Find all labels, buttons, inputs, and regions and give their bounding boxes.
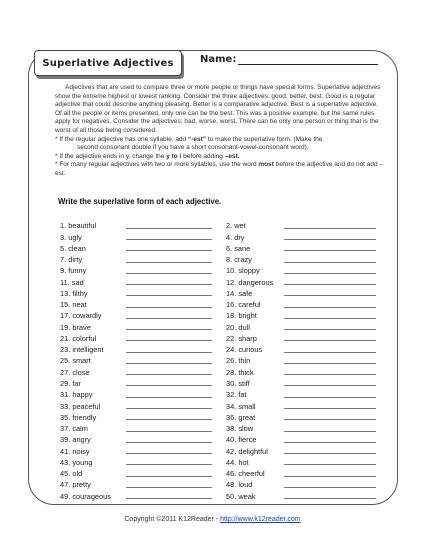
answer-blank[interactable] — [126, 385, 212, 386]
adjective-word: 11. sad — [60, 277, 84, 287]
answer-blank[interactable] — [126, 329, 212, 330]
adjective-word: 15. neat — [60, 300, 87, 310]
list-item — [60, 388, 212, 399]
answer-blank[interactable] — [126, 307, 212, 308]
adjective-word: 18. bright — [226, 311, 257, 321]
answer-blank[interactable] — [126, 476, 212, 477]
answer-blank[interactable] — [126, 363, 212, 364]
list-item — [60, 298, 212, 309]
adjective-word: 40. fierce — [226, 435, 257, 445]
rule-one: * If the regular adjective has one syllable, add “-est” to make the superlative form. (Make the — [55, 135, 323, 143]
answer-blank[interactable] — [284, 397, 376, 398]
list-item — [226, 230, 376, 241]
adjective-word: 23. intelligent — [60, 345, 104, 355]
left-word-list — [60, 219, 212, 501]
answer-blank[interactable] — [284, 284, 376, 285]
list-item — [226, 332, 376, 343]
name-line[interactable] — [238, 54, 378, 65]
answer-blank[interactable] — [284, 363, 376, 364]
answer-blank[interactable] — [126, 464, 212, 465]
adjective-word: 13. filthy — [60, 288, 88, 298]
adjective-word: 45. old — [60, 469, 83, 479]
list-item — [60, 399, 212, 410]
list-item — [226, 433, 376, 444]
answer-blank[interactable] — [126, 397, 212, 398]
adjective-word: 41. noisy — [60, 446, 90, 456]
list-item — [226, 287, 376, 298]
answer-blank[interactable] — [126, 408, 212, 409]
adjective-word: 29. far — [60, 378, 81, 388]
answer-blank[interactable] — [126, 239, 212, 240]
answer-blank[interactable] — [126, 487, 212, 488]
adjective-word: 21. colorful — [60, 333, 97, 343]
answer-blank[interactable] — [284, 464, 376, 465]
list-item — [60, 467, 212, 478]
list-item — [60, 332, 212, 343]
list-item — [60, 456, 212, 467]
answer-blank[interactable] — [284, 498, 376, 499]
list-item — [60, 219, 212, 230]
adjective-word: 35. friendly — [60, 412, 97, 422]
answer-blank[interactable] — [284, 318, 376, 319]
adjective-word: 32. fat — [226, 390, 247, 400]
adjective-word: 14. safe — [226, 288, 253, 298]
adjective-word: 33. peaceful — [60, 401, 101, 411]
answer-blank[interactable] — [126, 352, 212, 353]
directions: Write the superlative form of each adjective. — [58, 197, 222, 206]
answer-blank[interactable] — [126, 340, 212, 341]
answer-blank[interactable] — [284, 250, 376, 251]
adjective-word: 42. delightful — [226, 446, 268, 456]
adjective-word: 25. smart — [60, 356, 91, 366]
answer-blank[interactable] — [284, 262, 376, 263]
list-item — [226, 411, 376, 422]
answer-blank[interactable] — [126, 498, 212, 499]
answer-blank[interactable] — [284, 239, 376, 240]
list-item — [60, 309, 212, 320]
intro-paragraph: Adjectives that are used to compare three or more people or things have special forms. Superlative adjectives show the extreme highest or lowest ranking. Consider the three adjectives: good, better, best. Good is a regular adjective that could describe anything pleasing. Better is a comparative adjective. Best is a superlative adjective. Of all the people or items presented, only one can be the best. This was a positive example, but the same rules apply for negatives. Consider the adjectives: bad, worse, worst. There can be only one person or thing that is the worst of all those being considered. — [55, 84, 381, 134]
adjective-word: 8. crazy — [226, 255, 252, 265]
rule-two: * If the adjective ends in y, change the y to i before adding –est. — [55, 152, 240, 160]
answer-blank[interactable] — [284, 487, 376, 488]
list-item — [226, 354, 376, 365]
adjective-word: 47. pretty — [60, 480, 91, 490]
answer-blank[interactable] — [284, 295, 376, 296]
answer-blank[interactable] — [126, 273, 212, 274]
list-item — [60, 275, 212, 286]
list-item — [226, 399, 376, 410]
adjective-word: 19. brave — [60, 322, 91, 332]
answer-blank[interactable] — [126, 295, 212, 296]
list-item — [60, 343, 212, 354]
list-item — [60, 320, 212, 331]
answer-blank[interactable] — [126, 419, 212, 420]
rule-three: * For many regular adjectives with two or more syllables, use the word most before the adjective and do not add –est. — [55, 161, 384, 177]
answer-blank[interactable] — [126, 250, 212, 251]
answer-blank[interactable] — [126, 442, 212, 443]
list-item — [226, 467, 376, 478]
list-item — [226, 422, 376, 433]
adjective-word: 12. dangerous — [226, 277, 274, 287]
adjective-word: 16. careful — [226, 300, 261, 310]
adjective-word: 37. calm — [60, 424, 88, 434]
adjective-word: 7. dirty — [60, 255, 83, 265]
answer-blank[interactable] — [126, 318, 212, 319]
adjective-word: 38. slow — [226, 424, 254, 434]
adjective-word: 43. young — [60, 457, 93, 467]
list-item — [60, 411, 212, 422]
list-item — [226, 298, 376, 309]
name-field[interactable] — [200, 54, 378, 65]
adjective-word: 44. hot — [226, 457, 249, 467]
answer-blank[interactable] — [284, 340, 376, 341]
copyright-footer — [0, 516, 425, 523]
answer-blank[interactable] — [284, 453, 376, 454]
adjective-word: 5. clean — [60, 243, 86, 253]
list-item — [226, 377, 376, 388]
list-item — [60, 253, 212, 264]
list-item — [226, 219, 376, 230]
list-item — [60, 287, 212, 298]
answer-blank[interactable] — [284, 408, 376, 409]
list-item — [60, 444, 212, 455]
answer-blank[interactable] — [284, 352, 376, 353]
copyright-text: Copyright ©2011 K12Reader - — [124, 516, 221, 523]
list-item — [60, 230, 212, 241]
answer-blank[interactable] — [284, 228, 376, 229]
copyright-link[interactable]: http://www.k12reader.com — [220, 516, 301, 523]
answer-blank[interactable] — [284, 374, 376, 375]
list-item — [60, 433, 212, 444]
adjective-word: 28. thick — [226, 367, 254, 377]
adjective-word: 22. sharp — [226, 333, 257, 343]
answer-blank[interactable] — [284, 385, 376, 386]
answer-blank[interactable] — [126, 453, 212, 454]
answer-blank[interactable] — [126, 374, 212, 375]
adjective-word: 39. angry — [60, 435, 91, 445]
name-label: Name: — [200, 54, 237, 65]
list-item — [226, 264, 376, 275]
list-item — [60, 422, 212, 433]
adjective-word: 1. beautiful — [60, 221, 97, 231]
answer-blank[interactable] — [126, 431, 212, 432]
adjective-word: 20. dull — [226, 322, 250, 332]
list-item — [60, 478, 212, 489]
answer-blank[interactable] — [284, 329, 376, 330]
adjective-word: 9. funny — [60, 266, 87, 276]
adjective-word: 46. cheerful — [226, 469, 265, 479]
list-item — [226, 275, 376, 286]
adjective-word: 10. sloppy — [226, 266, 260, 276]
adjective-word: 49. courageous — [60, 491, 111, 501]
adjective-word: 24. curious — [226, 345, 263, 355]
list-item — [226, 478, 376, 489]
adjective-word: 36. great — [226, 412, 256, 422]
answer-blank[interactable] — [284, 307, 376, 308]
list-item — [226, 388, 376, 399]
list-item — [60, 365, 212, 376]
worksheet-title: Superlative Adjectives — [34, 50, 182, 76]
adjective-word: 48. loud — [226, 480, 253, 490]
adjective-word: 6. sane — [226, 243, 251, 253]
answer-blank[interactable] — [126, 284, 212, 285]
answer-blank[interactable] — [284, 273, 376, 274]
intro-text — [55, 84, 385, 179]
adjective-word: 2. wet — [226, 221, 246, 231]
list-item — [226, 253, 376, 264]
rule-one-continued: second consonant double if you have a short consonant-vowel-consonant word). — [77, 144, 309, 152]
list-item — [226, 489, 376, 500]
answer-blank[interactable] — [284, 419, 376, 420]
answer-blank[interactable] — [284, 442, 376, 443]
answer-blank[interactable] — [284, 431, 376, 432]
list-item — [226, 320, 376, 331]
adjective-word: 50. weak — [226, 491, 256, 501]
answer-blank[interactable] — [126, 262, 212, 263]
adjective-word: 27. close — [60, 367, 90, 377]
answer-blank[interactable] — [284, 476, 376, 477]
list-item — [226, 365, 376, 376]
list-item — [60, 242, 212, 253]
list-item — [60, 354, 212, 365]
list-item — [226, 343, 376, 354]
list-item — [226, 456, 376, 467]
answer-blank[interactable] — [126, 228, 212, 229]
adjective-word: 3. ugly — [60, 232, 82, 242]
list-item — [60, 264, 212, 275]
list-item — [226, 242, 376, 253]
adjective-word: 34. small — [226, 401, 256, 411]
adjective-word: 17. cowardly — [60, 311, 102, 321]
right-word-list — [226, 219, 376, 501]
adjective-word: 30. stiff — [226, 378, 250, 388]
adjective-word: 4. dry — [226, 232, 245, 242]
list-item — [60, 377, 212, 388]
list-item — [226, 444, 376, 455]
list-item — [60, 489, 212, 500]
adjective-word: 26. thin — [226, 356, 251, 366]
list-item — [226, 309, 376, 320]
adjective-word: 31. happy — [60, 390, 93, 400]
